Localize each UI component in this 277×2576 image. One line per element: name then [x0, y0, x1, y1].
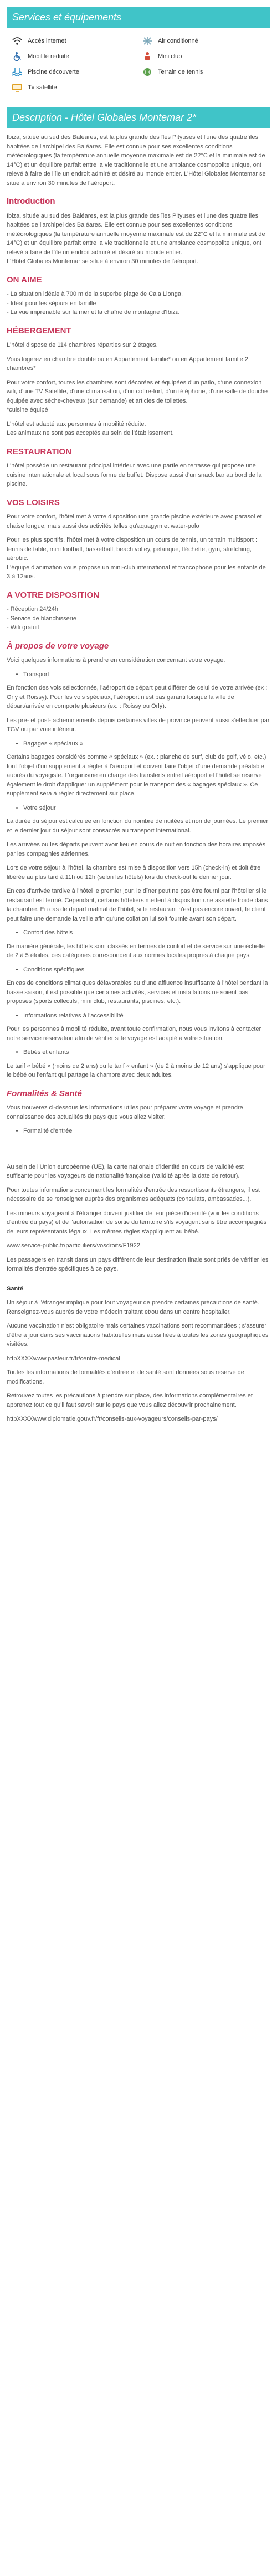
info-list	[7, 1127, 270, 1136]
hebergement-text: L'hôtel est adapté aux personnes à mobilité réduite. Les animaux ne sont pas acceptés au sein de l'établissement.	[7, 420, 174, 436]
on-aime-text: - La situation idéale à 700 m de la superbe plage de Cala Llonga. - Idéal pour les séjours en famille - La vue imprenable sur la mer et la chaîne de montagne d'Ibiza	[7, 291, 183, 316]
sejour-text: En cas d'arrivée tardive à l'hôtel le premier jour, le dîner peut ne pas être fourni par l'hôtelier si le restaurant est fermé. Cependant, certains hôteliers mettent à disposition une assiette froide dans la chambre. En cas de départ matinal de l'hôtel, si le restaurant n'est pas encore ouvert, le client peut faire une demande la veille afin qu'une collation lui soit fournie avant son départ.	[7, 888, 268, 922]
services-banner: Services et équipements	[7, 7, 270, 28]
description-banner: Description - Hôtel Globales Montemar 2*	[7, 107, 270, 128]
transport-text: Les pré- et post- acheminements depuis certaines villes de province peuvent aussi s'effectuer par TGV ou par voie intérieur.	[7, 717, 270, 733]
loisirs-text: Pour les plus sportifs, l'hôtel met à votre disposition un cours de tennis, un terrain multisport : tennis de table, mini football, basketball, beach volley, pétanque, fléchette, gym, stretching, aérobic. L'équipe d'animation vous propose un mini-club international et francophone pour les enfants de 3 à 12ans.	[7, 537, 266, 580]
amenity-label: Tv satellite	[28, 84, 57, 91]
transport-text: En fonction des vols sélectionnés, l'aéroport de départ peut différer de celui de votre arrivée (ex : Orly et Roissy). Pour les vols spéciaux, l'aéroport n'est pas garanti lorsque la ville de départ/arrivée en comporte plusieurs (ex. : Roissy ou Orly).	[7, 685, 268, 709]
formalites-intro: Vous trouverez ci-dessous les informations utiles pour préparer votre voyage et prendre connaissance des actualités du pays que vous allez visiter.	[7, 1104, 243, 1120]
formalite-text: Les passagers en transit dans un pays différent de leur destination finale sont priés de vérifier les formalités d'entrée spécifiques à ce pays.	[7, 1256, 269, 1272]
info-list	[7, 928, 270, 938]
formalite-link[interactable]: www.service-public.fr/particuliers/vosdroits/F1922	[7, 1242, 140, 1249]
list-item: • Formalité d'entrée	[23, 1127, 270, 1136]
section-title: À propos de votre voyage	[7, 641, 109, 651]
section-title: HÉBERGEMENT	[7, 326, 71, 336]
section-title: RESTAURATION	[7, 446, 71, 456]
tv-icon	[11, 83, 23, 92]
section-title: VOS LOISIRS	[7, 497, 60, 507]
amenity-label: Mobilité réduite	[28, 53, 69, 60]
description-intro: Ibiza, située au sud des Baléares, est la plus grande des îles Pityuses et l'une des quatre îles habitées de l'archipel des Baléares. Elle est connue pour ses excellentes conditions météorologiques (la température annuelle moyenne maximale est de 22°C et la minimale est de 14°C) et un équilibre parfait entre la vie traditionnelle et une ambiance cosmopolite unique, ont relevé à faire de l'île un endroit admiré et désiré au monde entier. L'Hôtel Globales Montemar se situe à environ 30 minutes de l'aéroport.	[7, 134, 266, 187]
conditions-text: En cas de conditions climatiques défavorables ou d'une affluence insuffisante à l'hôtel pendant la basse saison, il est possible que certaines activités, services et installations ne soient pas proposés (sports collectifs, mini club, restaurants, piscines, etc.).	[7, 980, 268, 1005]
formalite-text: Pour toutes informations concernant les formalités d'entrée des ressortissants étrangers, il est nécessaire de se renseigner auprès des organismes adéquats (consulats, ambassades...).	[7, 1186, 260, 1202]
list-item: • Bébés et enfants	[23, 1048, 270, 1057]
info-list	[7, 804, 270, 813]
section-title: ON AIME	[7, 275, 42, 285]
spacer	[7, 1279, 270, 1284]
section-title: Introduction	[7, 197, 55, 206]
wifi-icon	[11, 36, 23, 46]
amenities-grid	[7, 33, 270, 100]
hebergement-text: Pour votre confort, toutes les chambres sont décorées et équipées d'un patio, d'une connexion wifi, d'une TV Satellite, d'une climatisation, d'un coffre-fort, d'un téléphone, d'une salle de douche équipée avec sèche-cheveux (sur demande) et articles de toilettes. *cuisine équipé	[7, 379, 268, 413]
amenity-item	[141, 52, 266, 61]
info-list	[7, 670, 270, 680]
amenity-label: Mini club	[158, 53, 182, 60]
sante-text: Retrouvez toutes les précautions à prendre sur place, des informations complémentaires et apprenez tout ce qu'il faut savoir sur le pays que vous allez découvrir prochainement.	[7, 1392, 253, 1408]
disposition-text: - Réception 24/24h - Service de blanchisserie - Wifi gratuit	[7, 606, 76, 631]
loisirs-text: Pour votre confort, l'hôtel met à votre disposition une grande piscine extérieure avec parasol et chaise longue, mais aussi des activités telles qu'aquagym et water-polo	[7, 513, 262, 529]
list-item: • Bagages « spéciaux »	[23, 739, 270, 749]
child-icon	[141, 52, 153, 61]
amenity-label: Terrain de tennis	[158, 68, 203, 75]
info-list	[7, 1048, 270, 1057]
tennis-icon	[141, 67, 153, 77]
list-item: • Votre séjour	[23, 804, 270, 813]
sejour-text: Lors de votre séjour à l'hôtel, la chambre est mise à disposition vers 15h (check-in) et doit être libérée au plus tard à 11h ou 12h (selon les hôtels) lors du check-out le dernier jour.	[7, 865, 261, 881]
bebes-text: Le tarif « bébé » (moins de 2 ans) ou le tarif « enfant » (de 2 à moins de 12 ans) s'applique pour le bébé ou l'enfant qui partage la chambre avec deux adultes.	[7, 1062, 265, 1078]
list-item: • Confort des hôtels	[23, 928, 270, 938]
amenity-item	[141, 67, 266, 77]
sejour-text: La durée du séjour est calculée en fonction du nombre de nuitées et non de journées. Le premier et le dernier jour du séjour sont consacrés au transport international.	[7, 818, 269, 834]
formalite-text: Au sein de l'Union européenne (UE), la carte nationale d'identité en cours de validité est suffisante pour les voyageurs de nationalité française (validité après la date de retour).	[7, 1163, 244, 1179]
hebergement-text: Vous logerez en chambre double ou en Appartement familie* ou en Appartement famille 2 chambres*	[7, 356, 248, 372]
amenity-item	[141, 36, 266, 46]
sejour-text: Les arrivées ou les départs peuvent avoir lieu en cours de nuit en fonction des horaires imposés par les compagnies aériennes.	[7, 841, 266, 857]
sante-label: Santé	[7, 1285, 23, 1292]
amenity-item	[11, 52, 136, 61]
sante-link[interactable]: httpXXXXwww.diplomatie.gouv.fr/fr/conseils-aux-voyageurs/conseils-par-pays/	[7, 1416, 218, 1422]
amenity-label: Air conditionné	[158, 37, 198, 44]
snowflake-icon	[141, 36, 153, 46]
section-title: Formalités & Santé	[7, 1088, 82, 1098]
info-list	[7, 739, 270, 749]
formalite-text: Les mineurs voyageant à l'étranger doivent justifier de leur pièce d'identité (voir les conditions d'entrée du pays) et de l'autorisation de sortie du territoire s'ils voyagent sans être accompagnés de leurs représentants légaux. Les mêmes règles s'appliquent au bébé.	[7, 1210, 267, 1235]
sante-text: Un séjour à l'étranger implique pour tout voyageur de prendre certaines précautions de santé. Renseignez-vous auprès de votre médecin traitant et/ou dans un centre hospitalier.	[7, 1299, 259, 1315]
amenity-item	[11, 36, 136, 46]
restauration-text: L'hôtel possède un restaurant principal intérieur avec une partie en terrasse qui propose une cuisine internationale et local sous forme de buffet. Dispose aussi d'un snack bar au bord de la piscine.	[7, 462, 262, 487]
list-item: • Transport	[23, 670, 270, 680]
sante-text: Toutes les informations de formalités d'entrée et de santé sont données sous réserve de modifications.	[7, 1369, 244, 1385]
sante-link[interactable]: httpXXXXwww.pasteur.fr/fr/centre-medical	[7, 1355, 120, 1362]
sante-text: Aucune vaccination n'est obligatoire mais certaines vaccinations sont recommandées ; s'assurer d'être à jour dans ses vaccinations habituelles mais aussi liées à toutes les zones géographiques visitées.	[7, 1323, 269, 1348]
introduction-text: Ibiza, située au sud des Baléares, est la plus grande des îles Pityuses et l'une des quatre îles habitées de l'archipel des Baléares. Elle est connue pour ses excellentes conditions météorologiques (la température annuelle moyenne maximale est de 22°C et la minimale est de 14°C) et un équilibre parfait entre la vie traditionnelle et une ambiance cosmopolite unique, ont relevé à faire de l'île un endroit admiré et désiré au monde entier. L'Hôtel Globales Montemar se situe à environ 30 minutes de l'aéroport.	[7, 212, 265, 265]
pool-icon	[11, 67, 23, 77]
bagages-text: Certains bagages considérés comme « spéciaux » (ex. : planche de surf, club de golf, vélo, etc.) font l'objet d'un supplément à régler à l'aéroport et doivent faire l'objet d'une demande préalable auprès du voyagiste. L'organisme en charge des transferts entre l'aéroport et l'hôtel se réserve également le droit d'appliquer un supplément pour le transport des « bagages spéciaux ». Ce supplément sera à régler directement sur place.	[7, 754, 266, 797]
info-list	[7, 965, 270, 975]
apropos-intro: Voici quelques informations à prendre en considération concernant votre voyage.	[7, 657, 225, 664]
info-list	[7, 1011, 270, 1021]
amenity-item	[11, 83, 136, 92]
amenity-label: Piscine découverte	[28, 68, 79, 75]
wheelchair-icon	[11, 52, 23, 61]
section-title: A VOTRE DISPOSITION	[7, 590, 99, 600]
hebergement-text: L'hôtel dispose de 114 chambres réparties sur 2 étages.	[7, 342, 158, 348]
amenity-item	[11, 67, 136, 77]
confort-text: De manière générale, les hôtels sont classés en termes de confort et de service sur une échelle de 2 à 5 étoiles, ces catégories correspondent aux normes locales propres à chaque pays.	[7, 943, 265, 959]
spacer	[7, 1140, 270, 1163]
list-item: • Conditions spécifiques	[23, 965, 270, 975]
amenity-label: Accès internet	[28, 37, 66, 44]
accessibilite-text: Pour les personnes à mobilité réduite, avant toute confirmation, nous vous invitons à contacter notre service réservation afin de vérifier si le voyage est adapté à votre situation.	[7, 1026, 261, 1042]
list-item: • Informations relatives à l'accessibilité	[23, 1011, 270, 1021]
